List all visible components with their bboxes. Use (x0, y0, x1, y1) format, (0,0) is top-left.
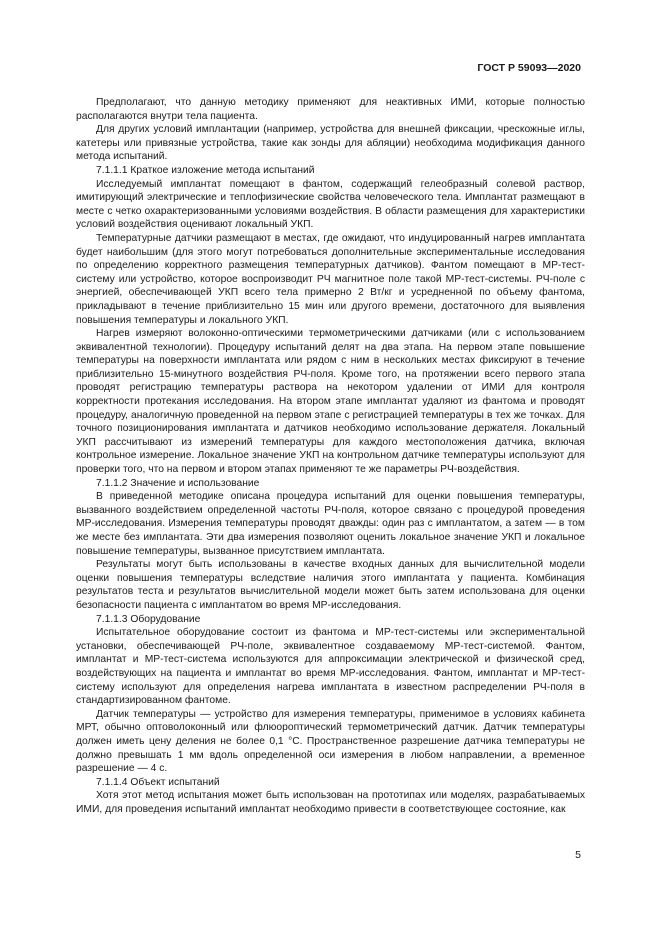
page-number: 5 (575, 849, 581, 861)
standard-header: ГОСТ Р 59093—2020 (477, 62, 581, 74)
paragraph: Исследуемый имплантат помещают в фантом, содержащий гелеобразный солевой раствор, имитирующий электрические и теплофизические свойства человеческого тела. Имплантат размещают в месте с четко охарактеризованными условиями воздействия. В области размещения для характеристики условий воздействия оценивают локальный УКП. (76, 178, 585, 231)
paragraph: Датчик температуры — устройство для измерения температуры, применимое в условиях кабинета МРТ, обычно оптоволоконный или флюороптический термометрический датчик. Датчик температуры должен иметь цену деления не более 0,1 °С. Пространственное разрешение датчика температуры не должно превышать 1 мм вдоль определенной оси измерения в любом направлении, а временное разрешение — 4 с. (76, 708, 585, 775)
paragraph: Для других условий имплантации (например, устройства для внешней фиксации, чрескожные иглы, катетеры или привязные устройства, такие как зонды для абляции) необходима модификация данного метода испытаний. (76, 124, 585, 163)
paragraph: В приведенной методике описана процедура испытаний для оценки повышения температуры, вызванного воздействием определенной частоты РЧ-поля, которое связано с процедурой проведения МР-исследования. Измерения температуры проводят дважды: один раз с имплантатом, а затем — в том же месте без имплантата. Эти два измерения позволяют оценить локальное значение УКП и локальное повышение температуры, вызванное присутствием имплантата. (76, 491, 585, 557)
section-heading: 7.1.1.1 Краткое изложение метода испытаний (96, 164, 315, 176)
paragraph: Результаты могут быть использованы в качестве входных данных для вычислительной модели оценки повышения температуры вследствие наличия этого имплантата у пациента. Комбинация результатов теста и результатов вычислительной модели может быть затем использована для оценки безопасности пациента с имплантатом во время МР-исследования. (76, 559, 585, 611)
paragraph: Температурные датчики размещают в местах, где ожидают, что индуцированный нагрев имплантата будет наибольшим (для этого могут потребоваться дополнительные экспериментальные исследования по определению корректного размещения температурных датчиков). Фантом помещают в МР-тест-систему или устройство, которое воспроизводит РЧ магнитное поле такой МР-тест-системы. РЧ-поле с энергией, обеспечивающей УКП всего тела примерно 2 Вт/кг и усредненной по объему фантома, прикладывают в течение приблизительно 15 мин или другого времени, достаточного для выявления повышения температуры и локального УКП. (76, 232, 585, 326)
paragraph: Предполагают, что данную методику применяют для неактивных ИМИ, которые полностью располагаются внутри тела пациента. (76, 97, 585, 122)
paragraph: Испытательное оборудование состоит из фантома и МР-тест-системы или экспериментальной установки, обеспечивающей РЧ-поле, эквивалентное создаваемому МР-тест-системой. Фантом, имплантат и МР-тест-система используются для аппроксимации электрической и физической сред, воздействующих на пациента и имплантат во время МР-исследования. Фантом, имплантат и МР-тест-систему используют для определения нагрева имплантата в известном распределении РЧ-поля в стандартизированном фантоме. (76, 627, 585, 707)
section-heading: 7.1.1.2 Значение и использование (96, 477, 260, 489)
section-heading: 7.1.1.3 Оборудование (96, 613, 201, 625)
paragraph: Нагрев измеряют волоконно-оптическими термометрическими датчиками (или с использованием эквивалентной технологии). Процедуру испытаний делят на два этапа. На первом этапе повышение температуры на поверхности имплантата или рядом с ним в нескольких местах фиксируют в течение приблизительно 15-минутного воздействия РЧ-поля. Кроме того, на протяжении всего первого этапа проводят регистрацию температуры раствора на некотором удалении от ИМИ для контроля корректности протекания исследования. На втором этапе имплантат удаляют из фантома и проводят процедуру, аналогичную проведенной на первом этапе с регистрацией температуры в тех же точках. Для точного позиционирования имплантата и датчиков необходимо использование держателя. Локальный УКП рассчитывают из измерений температуры для каждого местоположения датчика, включая контрольное измерение. Локальное значение УКП на контрольном датчике температуры используют для проверки того, что на первом и втором этапах применяют те же параметры РЧ-воздействия. (76, 328, 585, 476)
section-heading: 7.1.1.4 Объект испытаний (96, 776, 220, 788)
paragraph: Хотя этот метод испытания может быть использован на прототипах или моделях, разрабатываемых ИМИ, для проведения испытаний имплантат необходимо привести в соответствующее состояние, как (76, 790, 585, 815)
document-body (76, 96, 585, 816)
